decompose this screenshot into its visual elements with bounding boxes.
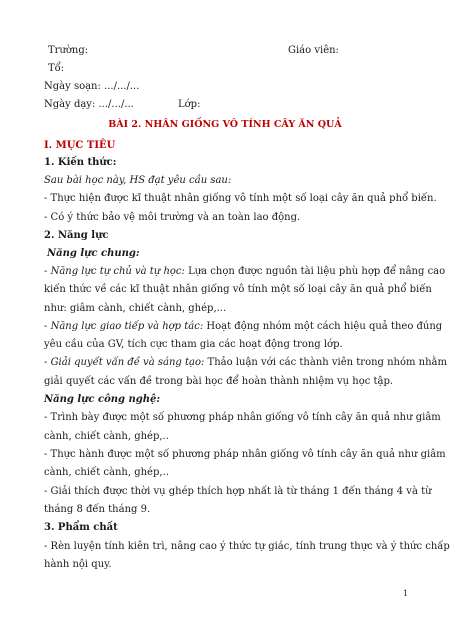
prep-date: Ngày soạn: .../.../... (44, 81, 140, 92)
general-item-1-label: Năng lực tự chủ và tự học: (50, 266, 185, 277)
general-item-1-line-1: - Năng lực tự chủ và tự học: Lựa chọn được nguồn tài liệu phù hợp để nâng cao (44, 266, 446, 277)
general-item-3-line-2: giải quyết các vấn đề trong bài học để hoàn thành nhiệm vụ học tập. (44, 376, 394, 387)
knowledge-heading: 1. Kiến thức: (44, 157, 117, 168)
section-heading-objectives: I. MỤC TIÊU (44, 140, 116, 151)
tech-item-2-line-2: cành, chiết cành, ghép,.. (44, 467, 169, 478)
general-item-3-line-1: - Giải quyết vấn đề và sáng tạo: Thảo luận với các thành viên trong nhóm nhằm (44, 357, 448, 368)
group-label: Tổ: (48, 63, 65, 74)
lesson-title: BÀI 2. NHÂN GIỐNG VÔ TÍNH CÂY ĂN QUẢ (108, 119, 342, 130)
general-item-2-line-1: - Năng lực giao tiếp và hợp tác: Hoạt động nhóm một cách hiệu quả theo đúng (44, 321, 443, 332)
page-number: 1 (402, 589, 408, 598)
competence-heading: 2. Năng lực (44, 230, 109, 241)
school-label: Trường: (48, 45, 89, 56)
general-competence-heading: Năng lực chung: (47, 248, 140, 259)
knowledge-intro: Sau bài học này, HS đạt yêu cầu sau: (44, 175, 232, 186)
quality-item-line-2: hành nội quy. (44, 559, 112, 570)
tech-item-1-line-2: cành, chiết cành, ghép,.. (44, 431, 169, 442)
quality-heading: 3. Phẩm chất (44, 522, 118, 533)
general-item-2-label: Năng lực giao tiếp và hợp tác: (50, 321, 204, 332)
teacher-label: Giáo viên: (288, 45, 339, 56)
general-item-1-line-3: như: giâm cành, chiết cành, ghép,... (44, 303, 227, 314)
class-label: Lớp: (178, 99, 201, 110)
tech-competence-heading: Năng lực công nghệ: (44, 394, 161, 405)
tech-item-2-line-1: - Thực hành được một số phương pháp nhân giống vô tính cây ăn quả như giâm (44, 449, 446, 460)
teach-date: Ngày dạy: .../.../... (44, 99, 134, 110)
knowledge-item-1: - Thực hiện được kĩ thuật nhân giống vô tính một số loại cây ăn quả phổ biến. (44, 193, 437, 204)
general-item-3-label: Giải quyết vấn đề và sáng tạo: (50, 357, 205, 368)
tech-item-1-line-1: - Trình bày được một số phương pháp nhân giống vô tính cây ăn quả như giâm (44, 412, 441, 423)
general-item-1-line-2: kiến thức về các kĩ thuật nhân giống vô tính một số loại cây ăn quả phổ biến (44, 284, 432, 295)
general-item-2-line-2: yêu cầu của GV, tích cực tham gia các hoạt động trong lớp. (44, 339, 343, 350)
tech-item-3-line-2: tháng 8 đến tháng 9. (44, 504, 151, 515)
tech-item-3-line-1: - Giải thích được thời vụ ghép thích hợp nhất là từ tháng 1 đến tháng 4 và từ (44, 486, 432, 497)
knowledge-item-2: - Có ý thức bảo vệ môi trường và an toàn lao động. (44, 212, 301, 223)
quality-item-line-1: - Rèn luyện tính kiên trì, nâng cao ý thức tự giác, tính trung thực và ý thức chấp (44, 541, 450, 552)
